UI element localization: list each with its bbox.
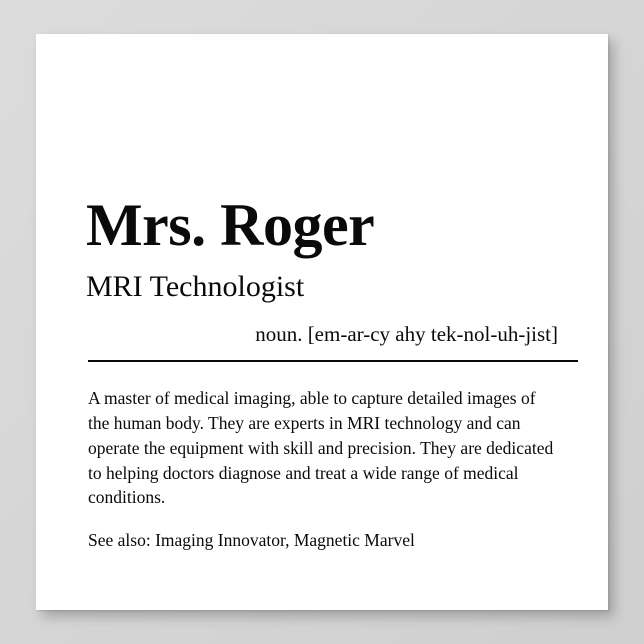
poster-subtitle: MRI Technologist (86, 270, 305, 303)
horizontal-divider (88, 360, 578, 362)
poster-sheet (36, 34, 608, 610)
pronunciation-line: noun. [em-ar-cy ahy tek-nol-uh-jist] (255, 322, 558, 346)
definition-text: A master of medical imaging, able to capture detailed images of the human body. They are experts in MRI technology and can operate the equipment with skill and precision. They are dedicated to helping doctors diagnose and treat a wide range of medical conditions. (88, 388, 554, 508)
see-also-text: See also: Imaging Innovator, Magnetic Marvel (88, 530, 415, 550)
page-title: Mrs. Roger (86, 192, 375, 258)
poster-content (36, 34, 608, 610)
